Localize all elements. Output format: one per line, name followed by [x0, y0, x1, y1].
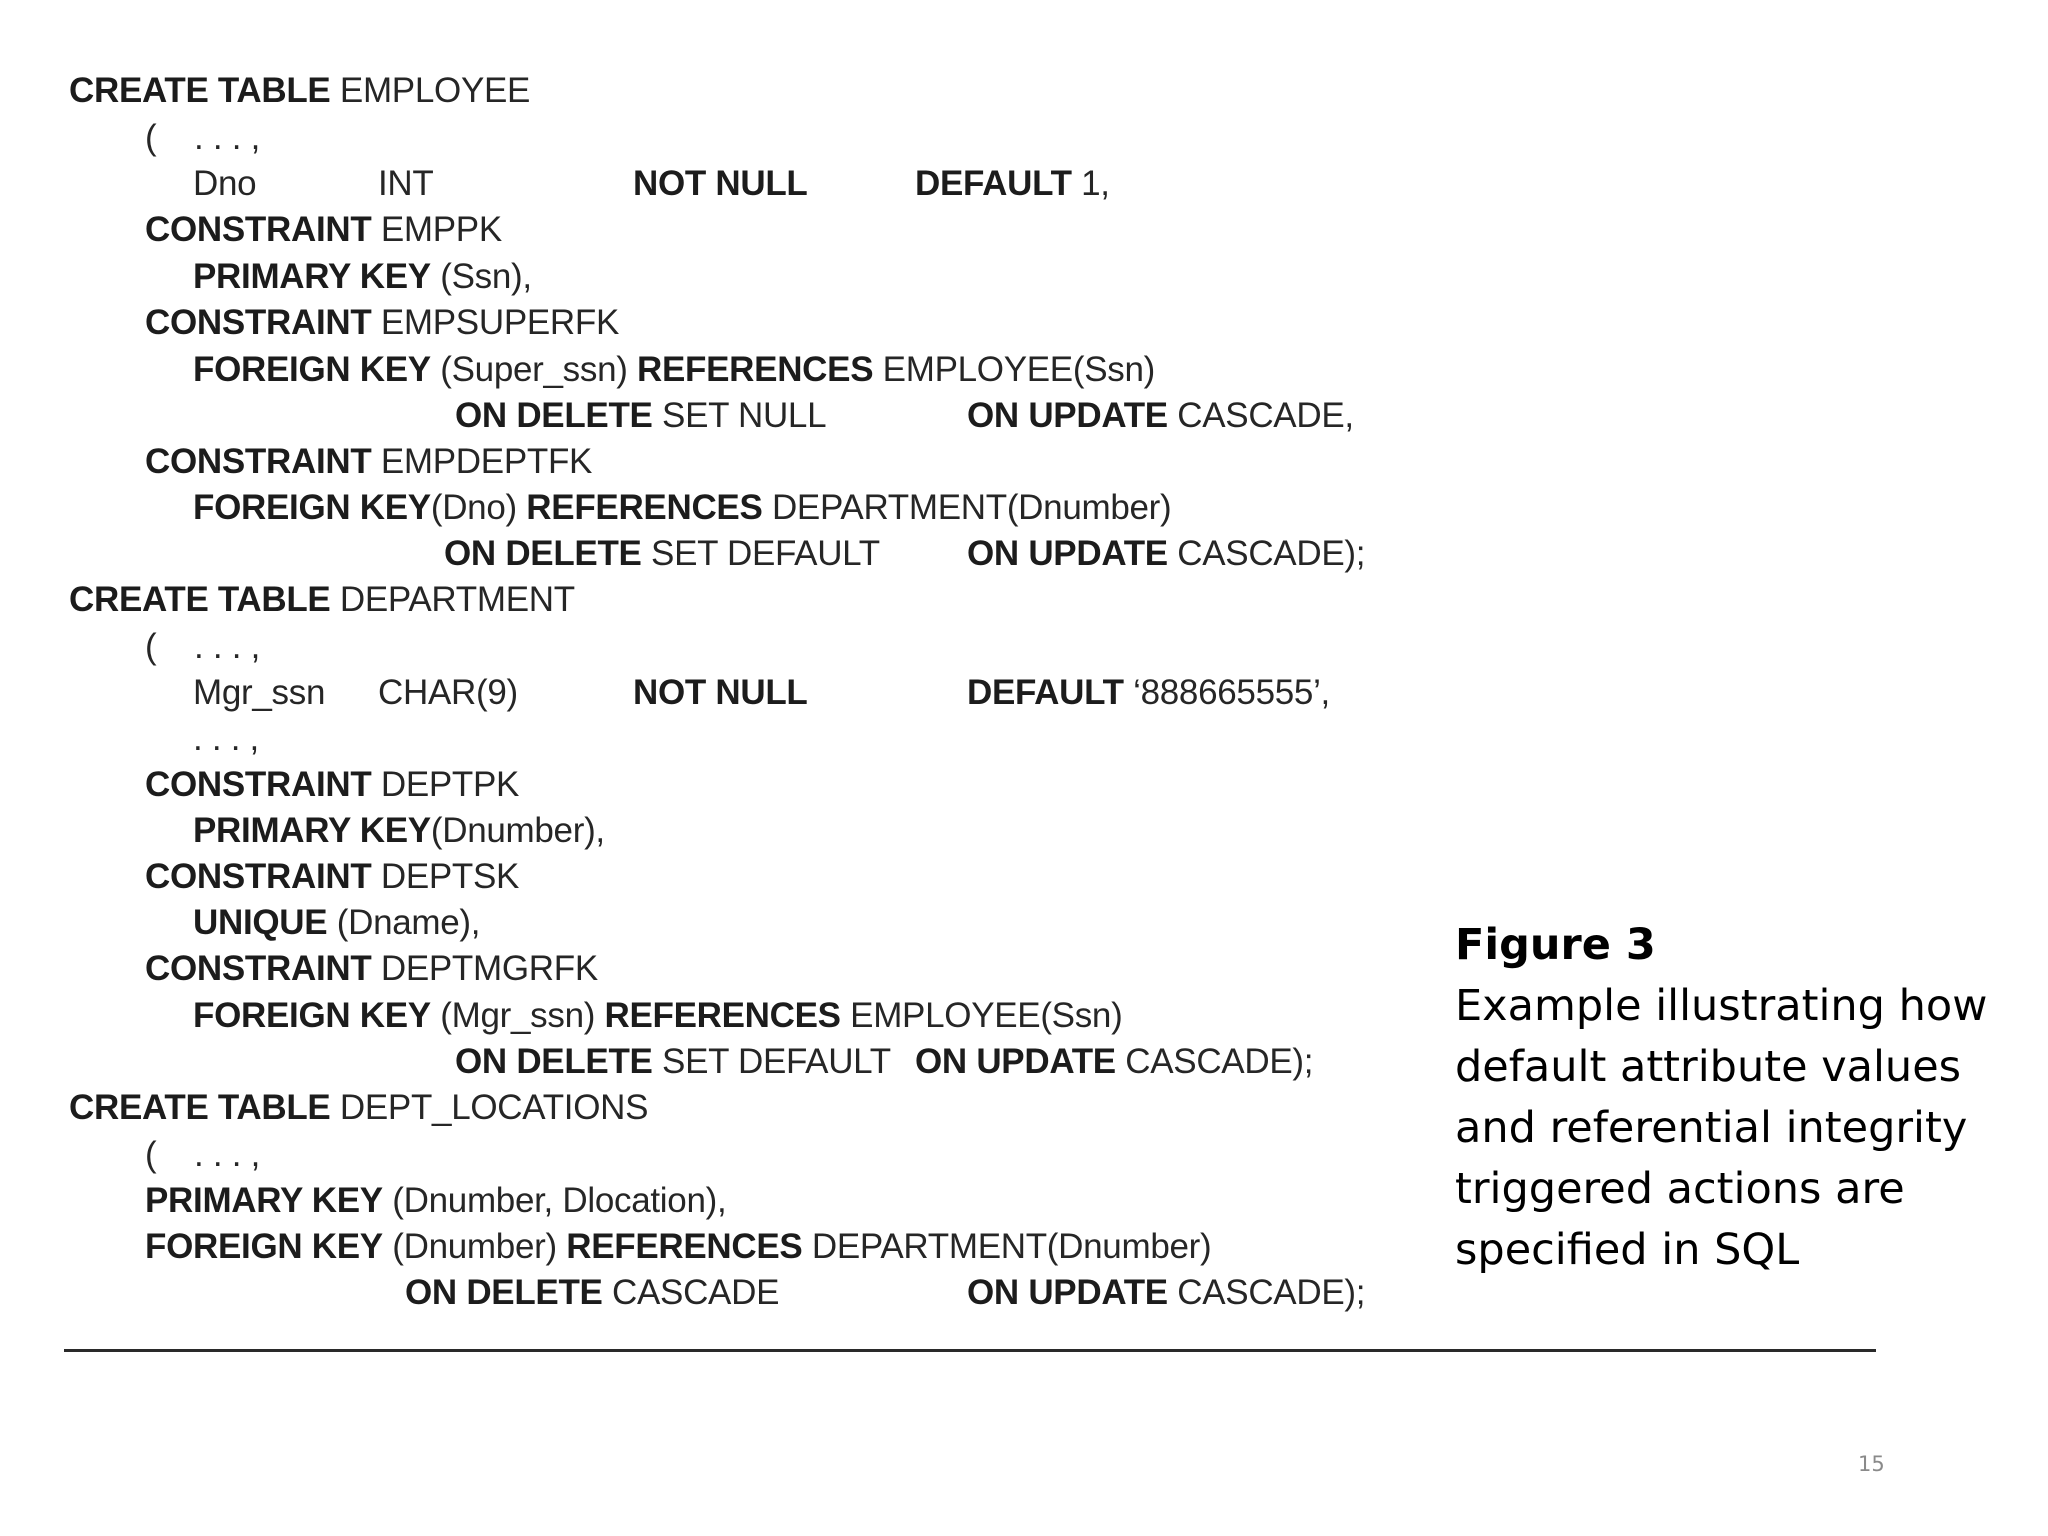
sql-text: 1,: [1071, 164, 1110, 203]
sql-line: [145, 948, 598, 990]
sql-keyword: ON UPDATE: [967, 396, 1168, 435]
sql-text: . . . ,: [193, 719, 259, 758]
sql-text: DEPARTMENT: [330, 580, 575, 619]
sql-keyword: ON UPDATE: [915, 1042, 1116, 1081]
figure-title: Figure 3: [1455, 920, 1656, 970]
figure-caption: [1455, 915, 2015, 1281]
sql-text: CASCADE);: [1167, 534, 1366, 573]
sql-line: [69, 70, 530, 112]
sql-line: [378, 163, 433, 205]
sql-line: [145, 1180, 726, 1222]
sql-keyword: PRIMARY KEY: [145, 1181, 383, 1220]
sql-text: DEPARTMENT(Dnumber): [802, 1227, 1212, 1266]
sql-keyword: ON UPDATE: [967, 534, 1168, 573]
sql-keyword: PRIMARY KEY: [193, 257, 431, 296]
page-number: 15: [1858, 1452, 1885, 1476]
sql-text: EMPLOYEE(Ssn): [873, 350, 1155, 389]
sql-keyword: CONSTRAINT: [145, 857, 372, 896]
sql-line: [193, 256, 532, 298]
sql-text: EMPLOYEE: [330, 71, 531, 110]
sql-text: DEPTSK: [371, 857, 520, 896]
sql-line: [193, 995, 1122, 1037]
sql-text: EMPPK: [371, 210, 502, 249]
sql-keyword: REFERENCES: [637, 350, 874, 389]
sql-keyword: ON UPDATE: [967, 1273, 1168, 1312]
sql-line: [633, 672, 808, 714]
sql-line: [967, 533, 1365, 575]
sql-text: (Dnumber, Dlocation),: [382, 1181, 727, 1220]
sql-line: [455, 1041, 891, 1083]
sql-keyword: CREATE TABLE: [69, 71, 331, 110]
sql-keyword: CONSTRAINT: [145, 210, 372, 249]
sql-line: [145, 764, 519, 806]
sql-line: [444, 533, 880, 575]
sql-line: [69, 1087, 648, 1129]
sql-text: DEPTMGRFK: [371, 949, 598, 988]
sql-line: [145, 1134, 260, 1176]
sql-keyword: NOT NULL: [633, 164, 808, 203]
sql-line: [145, 856, 519, 898]
sql-line: [193, 487, 1171, 529]
sql-line: [405, 1272, 779, 1314]
sql-keyword: NOT NULL: [633, 673, 808, 712]
sql-keyword: CONSTRAINT: [145, 442, 372, 481]
sql-keyword: ON DELETE: [405, 1273, 603, 1312]
sql-line: [633, 163, 808, 205]
sql-keyword: CREATE TABLE: [69, 1088, 331, 1127]
sql-text: (Dnumber): [382, 1227, 567, 1266]
sql-text: SET DEFAULT: [641, 534, 880, 573]
sql-line: [193, 810, 605, 852]
sql-text: ( . . . ,: [145, 627, 261, 666]
sql-line: [967, 395, 1354, 437]
sql-keyword: UNIQUE: [193, 903, 328, 942]
sql-keyword: ON DELETE: [444, 534, 642, 573]
sql-keyword: DEFAULT: [967, 673, 1124, 712]
sql-line: [967, 1272, 1365, 1314]
sql-line: [193, 902, 480, 944]
sql-keyword: ON DELETE: [455, 1042, 653, 1081]
sql-line: [145, 209, 502, 251]
figure-description: Example illustrating how default attribute values and referential integrity triggered actions are specified in SQL: [1455, 981, 1988, 1275]
sql-keyword: CONSTRAINT: [145, 949, 372, 988]
sql-keyword: FOREIGN KEY: [193, 488, 431, 527]
sql-text: (Ssn),: [430, 257, 532, 296]
sql-keyword: FOREIGN KEY: [193, 350, 431, 389]
sql-text: SET NULL: [652, 396, 827, 435]
sql-keyword: REFERENCES: [526, 488, 763, 527]
sql-text: CASCADE: [602, 1273, 780, 1312]
sql-keyword: PRIMARY KEY: [193, 811, 431, 850]
sql-keyword: CONSTRAINT: [145, 303, 372, 342]
sql-text: SET DEFAULT: [652, 1042, 891, 1081]
sql-keyword: FOREIGN KEY: [193, 996, 431, 1035]
sql-text: (Dno): [430, 488, 527, 527]
sql-text: ( . . . ,: [145, 1135, 261, 1174]
sql-text: ‘888665555’,: [1123, 673, 1330, 712]
sql-keyword: FOREIGN KEY: [145, 1227, 383, 1266]
divider-line: [64, 1349, 1876, 1352]
sql-text: (Dname),: [327, 903, 481, 942]
sql-line: [145, 441, 592, 483]
sql-text: DEPTPK: [371, 765, 520, 804]
sql-line: [193, 718, 259, 760]
sql-text: Dno: [193, 164, 257, 203]
sql-line: [193, 672, 325, 714]
sql-text: EMPLOYEE(Ssn): [840, 996, 1123, 1035]
sql-line: [193, 349, 1155, 391]
sql-line: [455, 395, 826, 437]
sql-text: CASCADE);: [1167, 1273, 1366, 1312]
sql-text: CASCADE);: [1115, 1042, 1314, 1081]
sql-keyword: DEFAULT: [915, 164, 1072, 203]
sql-line: [145, 117, 260, 159]
sql-text: (Mgr_ssn): [430, 996, 605, 1035]
sql-text: DEPARTMENT(Dnumber): [762, 488, 1172, 527]
sql-text: DEPT_LOCATIONS: [330, 1088, 649, 1127]
sql-text: ( . . . ,: [145, 118, 261, 157]
sql-line: [145, 626, 260, 668]
sql-text: EMPDEPTFK: [371, 442, 593, 481]
sql-line: [915, 163, 1110, 205]
sql-text: CHAR(9): [378, 673, 518, 712]
sql-keyword: REFERENCES: [604, 996, 841, 1035]
sql-text: CASCADE,: [1167, 396, 1354, 435]
sql-text: (Dnumber),: [430, 811, 605, 850]
sql-text: EMPSUPERFK: [371, 303, 620, 342]
sql-line: [915, 1041, 1313, 1083]
sql-line: [145, 1226, 1211, 1268]
sql-text: Mgr_ssn: [193, 673, 326, 712]
sql-keyword: CONSTRAINT: [145, 765, 372, 804]
sql-keyword: REFERENCES: [566, 1227, 803, 1266]
sql-keyword: CREATE TABLE: [69, 580, 331, 619]
sql-line: [193, 163, 256, 205]
sql-text: INT: [378, 164, 434, 203]
sql-keyword: ON DELETE: [455, 396, 653, 435]
sql-line: [145, 302, 619, 344]
sql-line: [378, 672, 518, 714]
sql-line: [967, 672, 1330, 714]
sql-text: (Super_ssn): [430, 350, 638, 389]
sql-line: [69, 579, 575, 621]
